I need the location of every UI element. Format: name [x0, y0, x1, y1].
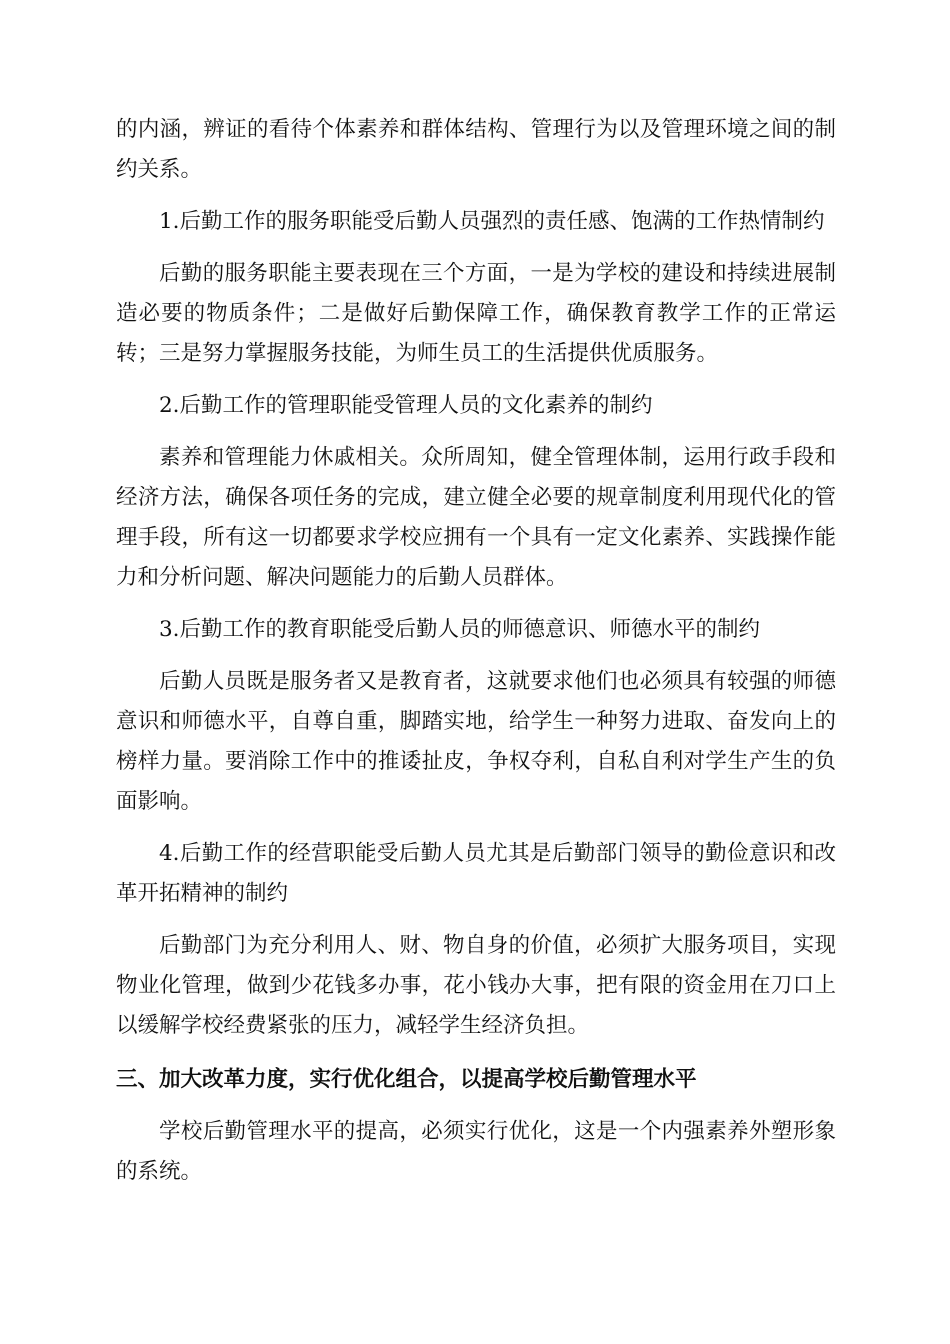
subheading-1: 1.后勤工作的服务职能受后勤人员强烈的责任感、饱满的工作热情制约 — [159, 209, 825, 234]
paragraph-service-function: 后勤的服务职能主要表现在三个方面，一是为学校的建设和持续进展制造必要的物质条件；二是做好后勤保障工作，确保教育教学工作的正常运转；三是努力掌握服务技能，为师生员工的生活提供优质服务。 — [116, 261, 836, 366]
paragraph-operation-function: 后勤部门为充分利用人、财、物自身的价值，必须扩大服务项目，实现物业化管理，做到少花钱多办事，花小钱办大事，把有限的资金用在刀口上以缓解学校经费紧张的压力，减轻学生经济负担。 — [116, 933, 836, 1038]
subheading-3: 3.后勤工作的教育职能受后勤人员的师德意识、师德水平的制约 — [159, 617, 761, 642]
paragraph-education-function: 后勤人员既是服务者又是教育者，这就要求他们也必须具有较强的师德意识和师德水平，自尊自重，脚踏实地，给学生一种努力进取、奋发向上的榜样力量。要消除工作中的推诿扯皮，争权夺利，自私自利对学生产生的负面影响。 — [116, 669, 836, 814]
subheading-4: 4.后勤工作的经营职能受后勤人员尤其是后勤部门领导的勤俭意识和改革开拓精神的制约 — [116, 841, 836, 906]
subheading-2: 2.后勤工作的管理职能受管理人员的文化素养的制约 — [159, 393, 653, 418]
paragraph-management-function: 素养和管理能力休戚相关。众所周知，健全管理体制，运用行政手段和经济方法，确保各项任务的完成，建立健全必要的规章制度利用现代化的管理手段，所有这一切都要求学校应拥有一个具有一定文化素养、实践操作能力和分析问题、解决问题能力的后勤人员群体。 — [116, 445, 836, 590]
paragraph-closing: 学校后勤管理水平的提高，必须实行优化，这是一个内强素养外塑形象的系统。 — [116, 1119, 836, 1184]
document-page — [116, 110, 836, 1192]
section-heading: 三、加大改革力度，实行优化组合，以提高学校后勤管理水平 — [116, 1067, 697, 1092]
paragraph-continuation: 的内涵，辨证的看待个体素养和群体结构、管理行为以及管理环境之间的制约关系。 — [116, 117, 836, 182]
